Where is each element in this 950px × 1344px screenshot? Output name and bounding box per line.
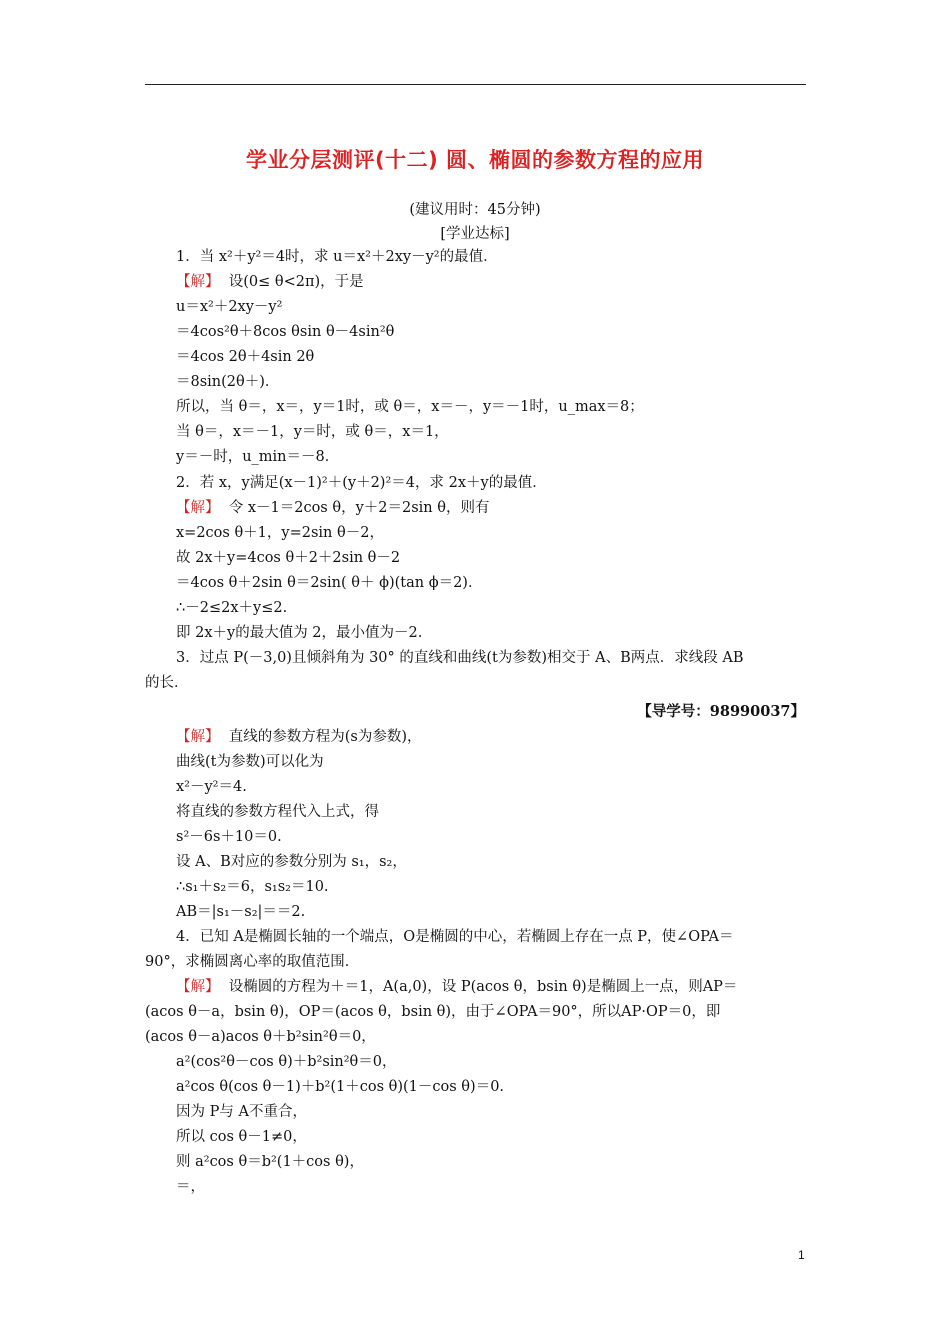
solution-line: y＝－时，u_min＝－8．: [176, 449, 340, 465]
solution-line: a²(cos²θ－cos θ)＋b²sin²θ＝0，: [176, 1054, 397, 1070]
solution-line: s²－6s＋10＝0.: [176, 829, 282, 845]
solution-tag: 【解】: [176, 500, 220, 516]
solution-line: 设 A、B对应的参数分别为 s₁，s₂，: [176, 854, 407, 870]
solution-line: ＝4cos θ＋2sin θ＝2sin( θ＋ ϕ)(tan ϕ＝2)．: [176, 575, 483, 591]
problem-4-statement: 4．已知 A是椭圆长轴的一个端点，O是椭圆的中心，若椭圆上存在一点 P，使∠OPA＝: [176, 929, 734, 945]
solution-line: ∴s₁＋s₂＝6，s₁s₂＝10.: [176, 879, 329, 895]
problem-4-statement-cont: 90°，求椭圆离心率的取值范围．: [145, 954, 360, 970]
guide-number: 【导学号：98990037】: [637, 703, 805, 720]
solution-line: x²－y²＝4.: [176, 779, 247, 795]
time-note: (建议用时：45分钟): [409, 202, 541, 218]
solution-line: 所以，当 θ＝，x＝，y＝1时，或 θ＝，x＝－，y＝－1时，u_max＝8；: [176, 399, 644, 415]
problem-3-statement-cont: 的长．: [145, 675, 189, 691]
solution-line: 曲线(t为参数)可以化为: [176, 754, 324, 770]
solution-tag: 【解】: [176, 274, 220, 290]
solution-line: u＝x²＋2xy－y²: [176, 299, 283, 315]
problem-2-statement: 2．若 x，y满足(x－1)²＋(y＋2)²＝4，求 2x＋y的最值．: [176, 475, 547, 491]
solution-line: 则 a²cos θ＝b²(1＋cos θ)，: [176, 1154, 364, 1170]
page-title: 学业分层测评(十二) 圆、椭圆的参数方程的应用: [245, 148, 704, 172]
header-rule: [145, 84, 806, 85]
solution-line: a²cos θ(cos θ－1)＋b²(1＋cos θ)(1－cos θ)＝0.: [176, 1079, 505, 1095]
solution-line: 【解】 直线的参数方程为(s为参数)，: [176, 729, 422, 745]
solution-line: ＝4cos 2θ＋4sin 2θ: [176, 349, 315, 365]
solution-line: ∴－2≤2x＋y≤2.: [176, 600, 288, 616]
solution-line: ＝8sin(2θ＋)．: [176, 374, 280, 390]
solution-line: ＝，: [176, 1179, 205, 1195]
problem-1-statement: 1．当 x²＋y²＝4时，求 u＝x²＋2xy－y²的最值．: [176, 249, 498, 265]
solution-line: 故 2x＋y=4cos θ＋2＋2sin θ－2: [176, 550, 401, 566]
solution-line: x=2cos θ＋1，y=2sin θ－2，: [176, 525, 384, 541]
solution-tag: 【解】: [176, 979, 220, 995]
problem-3-statement: 3．过点 P(－3,0)且倾斜角为 30° 的直线和曲线(t为参数)相交于 A、B两点．求线段 AB: [176, 650, 744, 666]
solution-line: (acos θ－a，bsin θ)，OP＝(acos θ，bsin θ)，由于∠OPA＝90°，所以AP·OP＝0，即: [145, 1004, 721, 1020]
solution-line: (acos θ－a)acos θ＋b²sin²θ＝0，: [145, 1029, 376, 1045]
solution-line: 当 θ＝，x＝－1，y＝时，或 θ＝，x＝1，: [176, 424, 449, 440]
solution-line: 即 2x＋y的最大值为 2，最小值为－2.: [176, 625, 423, 641]
solution-line: 将直线的参数方程代入上式，得: [176, 804, 379, 820]
solution-line: AB＝|s₁－s₂|＝＝2.: [176, 904, 306, 920]
section-heading: [学业达标]: [440, 226, 510, 242]
solution-line: 因为 P与 A不重合，: [176, 1104, 307, 1120]
solution-line: 所以 cos θ－1≠0，: [176, 1129, 307, 1145]
page-number: 1: [798, 1248, 805, 1262]
solution-line: 【解】 设椭圆的方程为＋＝1，A(a,0)，设 P(acos θ，bsin θ)是椭圆上一点，则AP＝: [176, 979, 738, 995]
solution-line: 【解】 设(0≤ θ<2π)，于是: [176, 274, 364, 290]
solution-line: 【解】 令 x－1＝2cos θ，y＋2＝2sin θ，则有: [176, 500, 490, 516]
solution-line: ＝4cos²θ＋8cos θsin θ－4sin²θ: [176, 324, 395, 340]
solution-tag: 【解】: [176, 729, 220, 745]
